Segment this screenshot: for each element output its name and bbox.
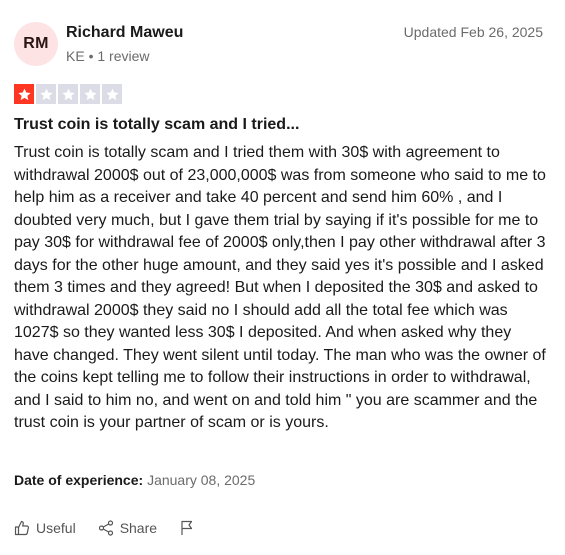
date-of-experience-label: Date of experience: (14, 472, 144, 488)
report-button[interactable] (179, 520, 195, 536)
star-icon-3 (58, 84, 78, 104)
useful-label: Useful (36, 520, 76, 536)
share-label: Share (119, 520, 158, 536)
updated-date: Updated Feb 26, 2025 (403, 24, 543, 40)
star-icon-1 (14, 84, 34, 104)
flag-icon (179, 520, 195, 536)
avatar[interactable] (14, 22, 58, 66)
avatar-initials: RM (23, 35, 49, 52)
share-button[interactable] (98, 520, 157, 536)
reviewer-meta (66, 48, 150, 64)
reviewer-name[interactable]: Richard Maweu (66, 24, 184, 41)
star-icon-4 (80, 84, 100, 104)
star-icon-5 (102, 84, 122, 104)
review-title[interactable]: Trust coin is totally scam and I tried... (14, 116, 300, 133)
star-rating (14, 84, 122, 104)
meta-separator: • (88, 48, 94, 64)
date-of-experience-value: January 08, 2025 (147, 472, 256, 488)
useful-button[interactable] (14, 520, 76, 536)
star-icon-2 (36, 84, 56, 104)
review-count: 1 review (97, 48, 150, 64)
date-of-experience (14, 472, 255, 488)
review-actions (14, 520, 195, 536)
thumbs-up-icon (14, 520, 30, 536)
reviewer-country: KE (66, 48, 85, 64)
review-body: Trust coin is totally scam and I tried them with 30$ with agreement to withdrawal 2000$ out of 23,000,000$ was from someone who said to me to help him as a receiver and take 40 percent and send him 60% , and I doubted very much, but I gave them trial by saying if it's possible for me to pay 30$ for withdrawal fee of 2000$ only,then I pay other withdrawal after 3 days for the other huge amount, and they said yes it's possible and I asked them 3 times and they agreed! But when I deposited the 30$ and asked to withdrawal 2000$ they said no I should add all the total fee which was 1027$ so they wanted less 30$ I deposited. And when asked why they have changed. They went silent until today. The man who was the owner of the coins kept telling me to follow their instructions in order to withdrawal, and I said to him no, and went on and told him " you are scammer and the trust coin is your partner of scam or is yours. (14, 144, 546, 431)
share-icon (98, 520, 114, 536)
